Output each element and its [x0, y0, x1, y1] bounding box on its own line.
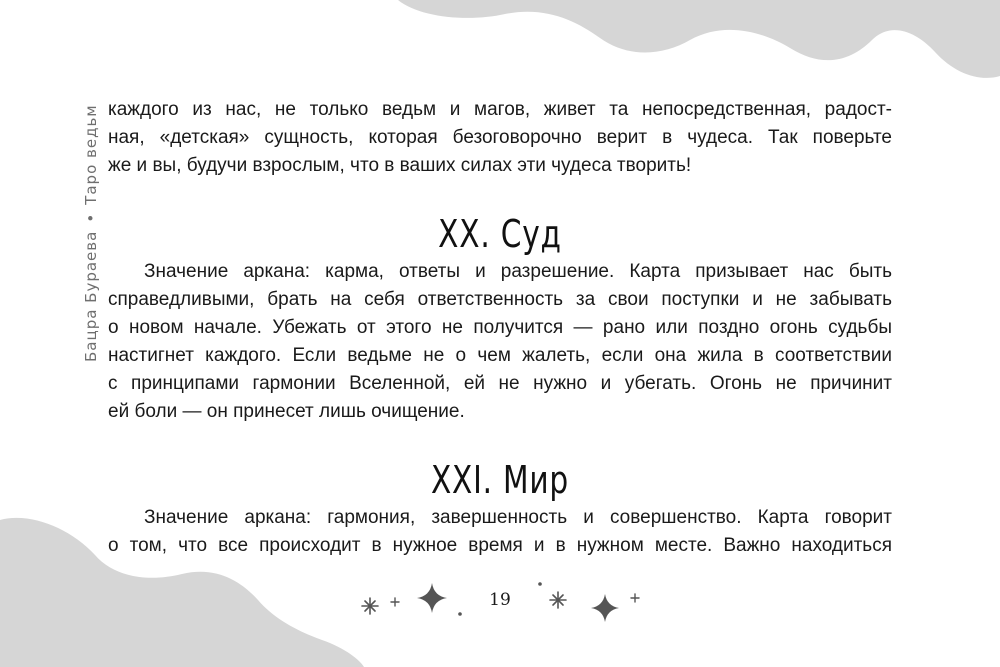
intro-line: каждого из нас, не только ведьм и магов, живет та непосредственная, радост-: [108, 99, 892, 120]
page-number: 19: [489, 590, 511, 610]
running-head-author: Бацра Бураева: [82, 230, 100, 362]
dot-star-icon: [458, 612, 462, 616]
page-body: [108, 96, 892, 560]
running-head: [58, 100, 100, 370]
paragraph-line: о новом начале. Убежать от этого не получится — рано или поздно огонь судьбы: [108, 317, 892, 338]
plus-star-icon: [391, 598, 399, 606]
paragraph-line: Значение аркана: гармония, завершенность и совершенство. Карта говорит: [144, 507, 892, 528]
section-paragraph-judgement: [108, 258, 892, 426]
paragraph-line: настигнет каждого. Если ведьме не о чем жалеть, если она жила в соответствии: [108, 345, 892, 366]
running-head-text: [82, 104, 100, 362]
paragraph-line: справедливыми, брать на себя ответственность за свои поступки и не забывать: [108, 289, 892, 310]
intro-paragraph: [108, 96, 892, 180]
running-head-title: Таро ведьм: [82, 104, 100, 205]
paragraph-line: о том, что все происходит в нужное время и в нужном месте. Важно находиться: [108, 535, 892, 556]
section-heading-judgement: XX. Суд: [438, 212, 562, 256]
running-head-separator: •: [82, 212, 100, 223]
section-paragraph-world: [108, 504, 892, 560]
page-footer: [350, 572, 650, 632]
paragraph-line: с принципами гармонии Вселенной, ей не нужно и убегать. Огонь не причинит: [108, 373, 892, 394]
paragraph-line: ей боли — он принесет лишь очищение.: [108, 401, 465, 422]
sparkle-star-icon: [550, 592, 566, 608]
four-point-star-icon: [591, 594, 619, 622]
paragraph-line: Значение аркана: карма, ответы и разрешение. Карта призывает нас быть: [144, 261, 892, 282]
dot-star-icon: [538, 582, 542, 586]
intro-line: ная, «детская» сущность, которая безоговорочно верит в чудеса. Так поверьте: [108, 127, 892, 148]
four-point-star-icon: [417, 583, 447, 613]
intro-line: же и вы, будучи взрослым, что в ваших силах эти чудеса творить!: [108, 155, 692, 176]
plus-star-icon: [631, 594, 639, 602]
sparkle-star-icon: [362, 598, 378, 614]
section-heading-world: XXI. Мир: [430, 458, 570, 502]
top-right-cloud-blob: [398, 0, 1000, 78]
